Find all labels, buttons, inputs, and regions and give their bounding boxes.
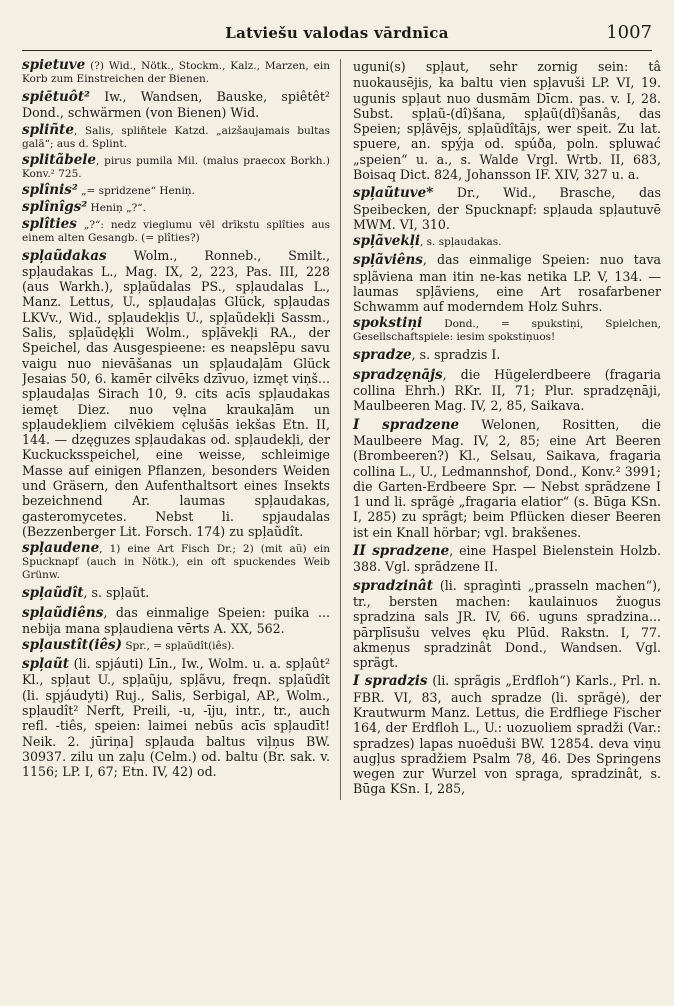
entry-headword: splîties [22,215,77,232]
entry-headword: spļaũdît [22,585,84,602]
entry-definition: (li. sprãgis „Erdfloh“) Karls., Prl. n. FBR. VI, 83, auch spradze (li. sprãgė), der Krautwurm Manz. Lettus, die Erdfliege Fischer 164, der Erdfloh L., U.: uozuoliem spradži (Var.: spradzes) lapas nuoēduši BW. 12854. deva viņu augļus spradžiem Psalm 78, 46. Des Springens wegen zur Wurzel von spraga, spradzinât, s. Būga KSn. I, 285, [353,673,661,797]
entry-definition: (li. spjáuti) Līn., Iw., Wolm. u. a. spļaût² Kl., spļaut U., spļaũju, spļãvu, freqn. spļaũdît (li. spjáudyti) Ruj., Salis, Serbigal, AP., Wolm., spļaudît² Nerft, Preili, -u, -īju, intr., tr., auch refl. -tiês, speien: laimei nebūs acīs spļaudīt! Neik. 2. jūriņa] spļauda baltus viļņus BW. 30937. zilu un zaļu (Celm.) od. baltu (Br. sak. v. 1156; LP. I, 67; Etn. IV, 42) od. [22,656,330,780]
dictionary-entry [353,185,661,232]
entry-headword: I spradzis [353,673,428,690]
dictionary-entry [22,605,330,637]
entry-definition: , das einmalige Speien: nuo tava spļãviena man itin ne-kas netika LP. V, 134. — laumas spļãviens, eine Art rosafarbener Schwamm auf moderndem Holz Suhrs. [353,252,661,315]
dictionary-entry [353,59,661,182]
entry-headword: spļãvekļi [353,233,420,250]
dictionary-entry [22,181,330,198]
entry-headword: splînîgs² [22,198,88,215]
dictionary-entry [353,317,661,344]
entry-headword: spradzinât [353,577,433,594]
entry-headword: spļãviêns [353,252,423,269]
entry-definition: Spr., = spļaũdît(iês). [122,640,235,653]
dictionary-entry [22,585,330,601]
entry-headword: splitãbele [22,151,97,168]
entry-headword: spiētuôt² [22,89,90,105]
running-title: Latviešu valodas vārdnīca [225,24,449,42]
entry-headword: spokstiņi [353,315,423,332]
entry-headword: spradzęnājs [353,366,443,383]
dictionary-entry [22,215,330,245]
entry-definition: Dr., Wid., Brasche, das Speibecken, der Spucknapf: spļauda spļautuvē MWM. VI, 310. [353,185,661,232]
entry-definition: , s. spļaudakas. [419,236,502,249]
dictionary-entry [22,151,330,181]
entry-definition: , pirus pumila Mil. (malus praecox Borkh.) Konv.² 725. [22,154,330,180]
entry-definition: Iw., Wandsen, Bauske, spiêtêt² Dond., schwärmen (von Bienen) Wid. [22,89,330,121]
entry-definition: (li. spragìnti „prasseln machen“), tr., bersten machen: kaulainuos žuogus spradzina sals JR. IV, 66. uguns spradzina... pārplīsušu velves ęku Plūd. Rakstn. I, 77. akmeņus spradzinât Dond., Wandsen. Vgl. sprãgt. [353,577,661,671]
dictionary-entry [353,367,661,414]
dictionary-entry [353,235,661,249]
dictionary-entry [22,198,330,215]
entry-definition: Dond., = spukstiņi, Spielchen, Gesellschaftspiele: iesim spokstiņuos! [353,318,661,344]
entry-definition: Wolm., Ronneb., Smilt., spļaudakas L., Mag. IX, 2, 223, Pas. III, 228 (aus Warkh.), spļaũdalas PS., spļaudalas L., Manz. Lettus, U., spļaudaļas Glück, spļaudas LKVv., Wid., spļaudekļis U., spļaũdekļi Sassm., Salis, spļaũdęķli Wolm., spļãvekļi RA., der Speichel, das Ausgespieene: es neapslēpu savu vaigu nuo nievāšanas un spļaudaļām Glück Jesaias 50, 6. kamēr cilvēks dzīvuo, izmęt viņš... spļaudaļas Sirach 10, 9. cits acīs spļaudakas iemęt Diez. nuo vęlna kraukaļām un spļaudekļiem cilvēkiem cęlušās iekšas Etn. II, 144. — dzęguzes spļaudakas od. spļaudekļi, der Kuckucksspeichel, eine weisse, schleimige Masse auf einigen Pflanzen, besonders Weiden und Gräsern, den Aufenthaltsort eines Insekts bezeichnend Ar. laumas spļaudakas, gasteromycetes. Nebst li. spjaudalas (Bezzenberger Lit. Forsch. 174) zu spļaũdît. [22,247,330,539]
entry-headword: splînis² [22,181,78,198]
entry-definition: , Salis, spliñtele Katzd. „aizšaujamais bultas galā“; aus d. Splint. [22,124,330,150]
entry-headword: spļaũt [22,656,69,673]
entry-definition: , das einmalige Speien: puika ... nebija mana spļaudiena vērts A. XX, 562. [22,604,330,636]
dictionary-entry [353,347,661,363]
dictionary-entry [353,252,661,314]
dictionary-entry [22,59,330,86]
entry-definition: , s. spradzis I. [411,347,501,363]
entry-headword: spļaudene [22,540,100,557]
entry-definition: , eine Haspel Bielenstein Holzb. 388. Vgl. sprãdzene II. [353,543,661,575]
entry-definition: (?) Wid., Nötk., Stockm., Kalz., Marzen, ein Korb zum Einstreichen der Bienen. [22,60,330,85]
entry-headword: spļaustît(iês) [22,637,123,654]
dictionary-entry [353,578,661,671]
entry-definition: , die Hügelerdbeere (fragaria collina Ehrh.) RKr. II, 71; Plur. spradzęnāji, Maulbeeren Mag. IV, 2, 85, Saikava. [353,366,661,414]
dictionary-entry [22,121,330,151]
entry-definition: , 1) eine Art Fisch Dr.; 2) (mit aũ) ein Spucknapf (auch in Nötk.), ein oft spuckendes Weib Grünw. [22,543,330,582]
entry-headword: spļaũdakas [22,247,107,264]
dictionary-entry [353,417,661,540]
entry-headword: II spradzene [353,543,450,560]
entry-definition: Heniņ „?“. [87,201,146,214]
right-column [345,59,661,800]
entry-headword: spietuve [22,59,86,73]
dictionary-entry [22,656,330,779]
page-number: 1007 [606,22,652,43]
dictionary-entry [22,248,330,540]
entry-definition: uguni(s) spļaut, sehr zornig sein: tâ nuokausējis, ka baltu vien spļavuši LP. VI, 19. ugunis spļaut nuo dusmām Dīcm. pas. v. I, 28. Subst. spļaũ-(dî)šana, spļaũ(dî)šanâs, das Speien; spļãvējs, spļaũdîtājs, wer speit. Zu lat. spuere, an. spýja od. spúða, poln. spluwać „speien“ u. a., s. Walde Vrgl. Wrtb. II, 683, Boisaq Dict. 824, Johansson IF. XIV, 327 u. a. [353,59,661,183]
entry-headword: spļaũtuve* [353,185,434,202]
column-divider [340,59,341,800]
entry-definition: , s. spļaũt. [83,585,150,601]
dictionary-entry [22,542,330,582]
entry-headword: spļaũdiêns [22,604,104,621]
left-column [22,59,336,800]
dictionary-entry [22,89,330,121]
dictionary-entry [353,543,661,575]
dictionary-entry [353,673,661,796]
entry-headword: spliñte [22,121,74,138]
entry-definition: „?“: nedz vieglumu vēl drīkstu splîties aus einem alten Gesangb. (= plîties?) [22,218,330,244]
entry-headword: I spradzene [353,416,460,433]
text-columns [22,59,661,800]
entry-definition: „= spridzene“ Heniņ. [77,184,195,197]
entry-headword: spradze [353,347,412,364]
entry-definition: Welonen, Rositten, die Maulbeere Mag. IV, 2, 85; eine Art Beeren (Brombeeren?) Kl., Selsau, Saikava, fragaria collina L., U., Ledmannshof, Dond., Konv.² 3991; die Garten-Erdbeere Spr. — Nebst sprãdzene I 1 und li. sprãgė „fragaria elatior“ (s. Būga KSn. I, 285) zu sprãgt; beim Pflücken dieser Beeren ist ein Knall hörbar; vgl. brakšenes. [353,416,661,540]
dictionary-entry [22,639,330,653]
page-header [22,20,652,51]
